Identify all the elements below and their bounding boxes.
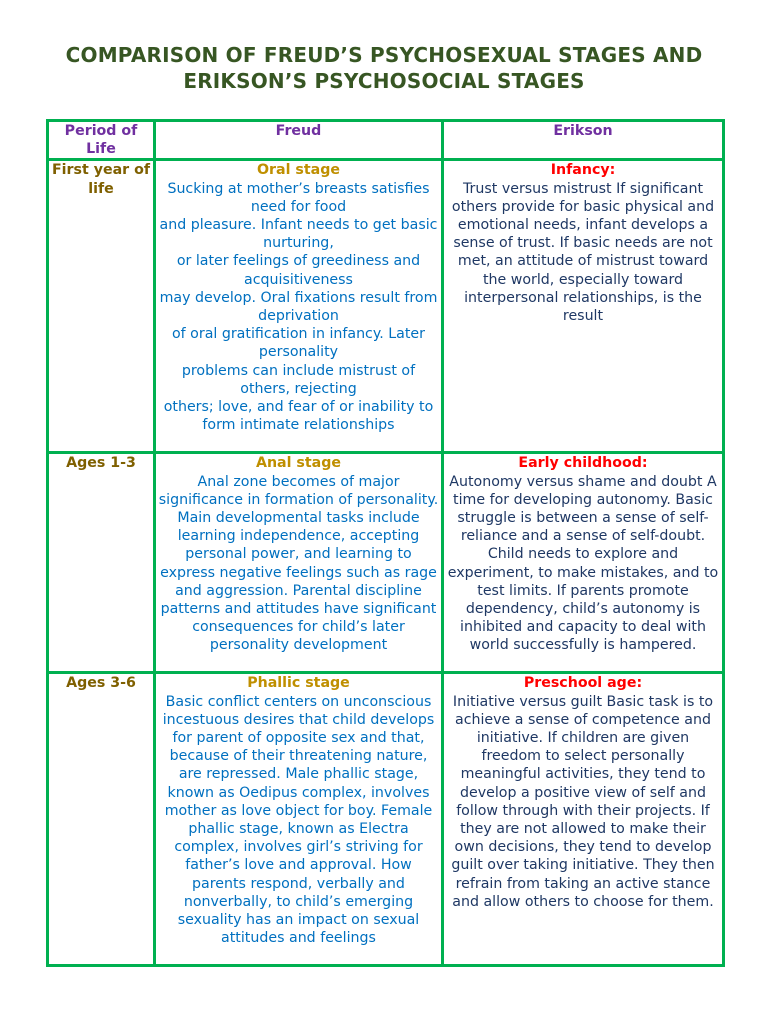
header-period: Period of Life — [48, 121, 155, 160]
freud-description: Anal zone becomes of major significance in formation of personality. Main developmental tasks include learning independence, accepting personal power, and learning to express negative feelings such as rage and aggression. Parental discipline patterns and attitudes have significant consequences for child’s later personality development — [158, 473, 439, 654]
table-row — [48, 160, 724, 453]
freud-line: or later feelings of greediness and acquisitiveness — [176, 253, 421, 288]
document-title — [0, 42, 768, 94]
freud-stage-name: Phallic stage — [247, 675, 350, 692]
freud-description: Basic conflict centers on unconscious incestuous desires that child develops for parent of opposite sex and that, because of their threatening nature, are repressed. Male phallic stage, known as Oedipus complex, involves mother as love object for boy. Female phallic stage, known as Electra complex, involves girl’s striving for father’s love and approval. How parents respond, verbally and nonverbally, to child’s emerging sexuality has an impact on sexual attitudes and feelings — [162, 693, 435, 947]
comparison-table — [46, 119, 725, 967]
title-line-2: ERIKSON’S PSYCHOSOCIAL STAGES — [183, 69, 585, 93]
erikson-cell — [443, 673, 724, 966]
period-cell: Ages 1-3 — [48, 453, 155, 673]
header-erikson: Erikson — [443, 121, 724, 160]
freud-line: others; love, and fear of or inability to form intimate relationships — [163, 399, 434, 434]
freud-line: may develop. Oral fixations result from deprivation — [159, 289, 438, 325]
freud-stage-name: Oral stage — [256, 162, 340, 179]
freud-line: and pleasure. Infant needs to get basic nurturing, — [159, 217, 438, 252]
freud-cell — [155, 453, 443, 673]
freud-cell — [155, 160, 443, 453]
table-header-row — [48, 121, 724, 160]
erikson-cell — [443, 453, 724, 673]
freud-line: problems can include mistrust of others, rejecting — [181, 362, 416, 397]
erikson-description: Initiative versus guilt Basic task is to achieve a sense of competence and initiative. If children are given freedom to select personally meaningful activities, they tend to develop a positive view of self and follow through with their projects. If they are not allowed to make their own decisions, they tend to develop guilt over taking initiative. They then refrain from taking an active stance and allow others to choose for them. — [451, 693, 715, 910]
freud-description — [158, 180, 439, 435]
freud-line: Sucking at mother’s breasts satisfies need for food — [167, 180, 430, 215]
header-freud: Freud — [155, 121, 443, 160]
erikson-stage-name: Preschool age: — [523, 675, 643, 692]
period-cell: Ages 3-6 — [48, 673, 155, 966]
period-cell: First year of life — [48, 160, 155, 453]
erikson-stage-name: Infancy: — [550, 162, 616, 179]
table-row — [48, 673, 724, 966]
title-line-1: COMPARISON OF FREUD’S PSYCHOSEXUAL STAGES AND — [65, 43, 703, 67]
table-row — [48, 453, 724, 673]
erikson-description: Trust versus mistrust If significant others provide for basic physical and emotional needs, infant develops a sense of trust. If basic needs are not met, an attitude of mistrust toward the world, especially toward interpersonal relationships, is the result — [451, 180, 715, 325]
freud-line: of oral gratification in infancy. Later personality — [172, 326, 425, 361]
erikson-description: Autonomy versus shame and doubt A time for developing autonomy. Basic struggle is between a sense of self-reliance and a sense of self-doubt. Child needs to explore and experiment, to make mistakes, and to test limits. If parents promote dependency, child’s autonomy is inhibited and capacity to deal with world successfully is hampered. — [447, 473, 719, 654]
freud-cell — [155, 673, 443, 966]
freud-stage-name: Anal stage — [255, 455, 342, 472]
erikson-stage-name: Early childhood: — [518, 455, 648, 472]
erikson-cell — [443, 160, 724, 453]
